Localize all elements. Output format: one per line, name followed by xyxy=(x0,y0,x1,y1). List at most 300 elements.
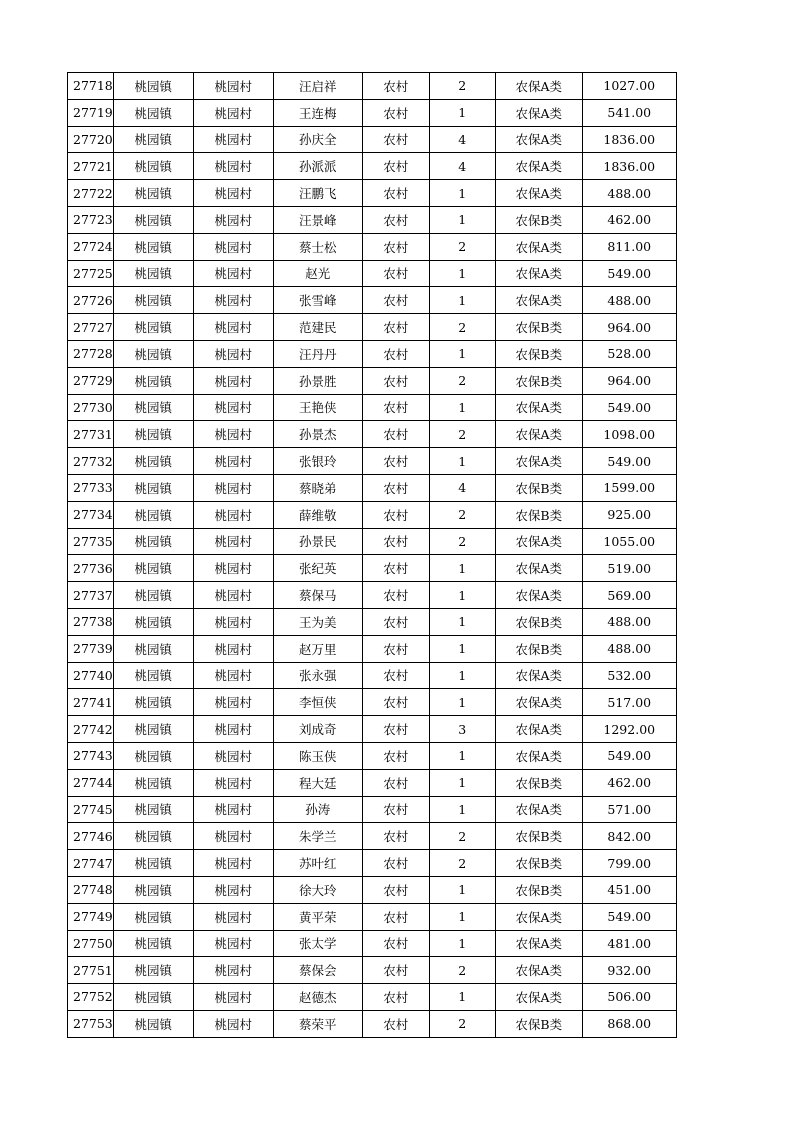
household-size-cell: 2 xyxy=(429,823,495,850)
record-id-cell: 27735 xyxy=(68,528,114,555)
insurance-class-cell: 农保A类 xyxy=(495,99,582,126)
record-id-cell: 27731 xyxy=(68,421,114,448)
household-size-cell: 1 xyxy=(429,742,495,769)
name-cell: 朱学兰 xyxy=(273,823,362,850)
village-cell: 桃园村 xyxy=(193,930,273,957)
town-cell: 桃园镇 xyxy=(113,662,193,689)
amount-cell: 519.00 xyxy=(582,555,676,582)
amount-cell: 842.00 xyxy=(582,823,676,850)
village-cell: 桃园村 xyxy=(193,260,273,287)
name-cell: 蔡晓弟 xyxy=(273,474,362,501)
household-size-cell: 2 xyxy=(429,528,495,555)
town-cell: 桃园镇 xyxy=(113,394,193,421)
village-cell: 桃园村 xyxy=(193,608,273,635)
insurance-class-cell: 农保A类 xyxy=(495,984,582,1011)
record-id-cell: 27718 xyxy=(68,73,114,100)
record-id-cell: 27726 xyxy=(68,287,114,314)
town-cell: 桃园镇 xyxy=(113,367,193,394)
household-size-cell: 1 xyxy=(429,796,495,823)
area-type-cell: 农村 xyxy=(362,153,429,180)
table-row xyxy=(68,823,677,850)
village-cell: 桃园村 xyxy=(193,287,273,314)
area-type-cell: 农村 xyxy=(362,501,429,528)
table-row xyxy=(68,340,677,367)
amount-cell: 481.00 xyxy=(582,930,676,957)
record-id-cell: 27723 xyxy=(68,206,114,233)
insurance-class-cell: 农保A类 xyxy=(495,180,582,207)
village-cell: 桃园村 xyxy=(193,769,273,796)
amount-cell: 1599.00 xyxy=(582,474,676,501)
table-row xyxy=(68,930,677,957)
name-cell: 汪鹏飞 xyxy=(273,180,362,207)
amount-cell: 549.00 xyxy=(582,903,676,930)
table-row xyxy=(68,73,677,100)
amount-cell: 528.00 xyxy=(582,340,676,367)
amount-cell: 549.00 xyxy=(582,260,676,287)
table-row xyxy=(68,689,677,716)
insurance-class-cell: 农保A类 xyxy=(495,260,582,287)
village-cell: 桃园村 xyxy=(193,796,273,823)
name-cell: 孙派派 xyxy=(273,153,362,180)
insurance-class-cell: 农保A类 xyxy=(495,421,582,448)
record-id-cell: 27738 xyxy=(68,608,114,635)
amount-cell: 1836.00 xyxy=(582,126,676,153)
record-id-cell: 27740 xyxy=(68,662,114,689)
area-type-cell: 农村 xyxy=(362,984,429,1011)
record-id-cell: 27722 xyxy=(68,180,114,207)
amount-cell: 506.00 xyxy=(582,984,676,1011)
name-cell: 蔡保马 xyxy=(273,582,362,609)
record-id-cell: 27720 xyxy=(68,126,114,153)
village-cell: 桃园村 xyxy=(193,662,273,689)
amount-cell: 964.00 xyxy=(582,314,676,341)
household-size-cell: 4 xyxy=(429,474,495,501)
area-type-cell: 农村 xyxy=(362,662,429,689)
record-id-cell: 27742 xyxy=(68,716,114,743)
town-cell: 桃园镇 xyxy=(113,153,193,180)
household-size-cell: 1 xyxy=(429,903,495,930)
insurance-class-cell: 农保A类 xyxy=(495,528,582,555)
name-cell: 王为美 xyxy=(273,608,362,635)
record-id-cell: 27734 xyxy=(68,501,114,528)
area-type-cell: 农村 xyxy=(362,314,429,341)
amount-cell: 1098.00 xyxy=(582,421,676,448)
record-id-cell: 27728 xyxy=(68,340,114,367)
town-cell: 桃园镇 xyxy=(113,716,193,743)
household-size-cell: 1 xyxy=(429,689,495,716)
village-cell: 桃园村 xyxy=(193,448,273,475)
household-size-cell: 1 xyxy=(429,582,495,609)
table-row xyxy=(68,742,677,769)
insurance-class-cell: 农保A类 xyxy=(495,73,582,100)
record-id-cell: 27719 xyxy=(68,99,114,126)
amount-cell: 488.00 xyxy=(582,608,676,635)
name-cell: 张太学 xyxy=(273,930,362,957)
area-type-cell: 农村 xyxy=(362,689,429,716)
household-size-cell: 1 xyxy=(429,608,495,635)
area-type-cell: 农村 xyxy=(362,99,429,126)
village-cell: 桃园村 xyxy=(193,367,273,394)
town-cell: 桃园镇 xyxy=(113,421,193,448)
village-cell: 桃园村 xyxy=(193,394,273,421)
village-cell: 桃园村 xyxy=(193,99,273,126)
amount-cell: 488.00 xyxy=(582,287,676,314)
insurance-class-cell: 农保A类 xyxy=(495,126,582,153)
area-type-cell: 农村 xyxy=(362,180,429,207)
table-row xyxy=(68,957,677,984)
household-size-cell: 3 xyxy=(429,716,495,743)
household-size-cell: 2 xyxy=(429,1010,495,1037)
town-cell: 桃园镇 xyxy=(113,796,193,823)
town-cell: 桃园镇 xyxy=(113,555,193,582)
table-body xyxy=(68,73,677,1038)
record-id-cell: 27729 xyxy=(68,367,114,394)
household-size-cell: 1 xyxy=(429,99,495,126)
town-cell: 桃园镇 xyxy=(113,582,193,609)
area-type-cell: 农村 xyxy=(362,474,429,501)
record-id-cell: 27743 xyxy=(68,742,114,769)
town-cell: 桃园镇 xyxy=(113,850,193,877)
record-id-cell: 27741 xyxy=(68,689,114,716)
household-size-cell: 2 xyxy=(429,233,495,260)
name-cell: 张永强 xyxy=(273,662,362,689)
village-cell: 桃园村 xyxy=(193,742,273,769)
table-row xyxy=(68,233,677,260)
town-cell: 桃园镇 xyxy=(113,930,193,957)
name-cell: 赵万里 xyxy=(273,635,362,662)
table-row xyxy=(68,850,677,877)
insurance-class-cell: 农保B类 xyxy=(495,1010,582,1037)
insurance-class-cell: 农保B类 xyxy=(495,314,582,341)
insurance-class-cell: 农保A类 xyxy=(495,287,582,314)
area-type-cell: 农村 xyxy=(362,796,429,823)
record-id-cell: 27752 xyxy=(68,984,114,1011)
village-cell: 桃园村 xyxy=(193,555,273,582)
area-type-cell: 农村 xyxy=(362,1010,429,1037)
household-size-cell: 1 xyxy=(429,287,495,314)
table-row xyxy=(68,287,677,314)
village-cell: 桃园村 xyxy=(193,474,273,501)
insurance-class-cell: 农保B类 xyxy=(495,823,582,850)
insurance-class-cell: 农保A类 xyxy=(495,903,582,930)
town-cell: 桃园镇 xyxy=(113,528,193,555)
amount-cell: 868.00 xyxy=(582,1010,676,1037)
insurance-class-cell: 农保A类 xyxy=(495,233,582,260)
insurance-class-cell: 农保B类 xyxy=(495,474,582,501)
village-cell: 桃园村 xyxy=(193,314,273,341)
village-cell: 桃园村 xyxy=(193,903,273,930)
table-row xyxy=(68,126,677,153)
name-cell: 王连梅 xyxy=(273,99,362,126)
household-size-cell: 1 xyxy=(429,555,495,582)
table-row xyxy=(68,716,677,743)
town-cell: 桃园镇 xyxy=(113,206,193,233)
name-cell: 陈玉侠 xyxy=(273,742,362,769)
household-size-cell: 1 xyxy=(429,876,495,903)
table-row xyxy=(68,153,677,180)
insurance-class-cell: 农保B类 xyxy=(495,635,582,662)
village-cell: 桃园村 xyxy=(193,73,273,100)
amount-cell: 1292.00 xyxy=(582,716,676,743)
name-cell: 孙景民 xyxy=(273,528,362,555)
area-type-cell: 农村 xyxy=(362,876,429,903)
record-id-cell: 27739 xyxy=(68,635,114,662)
name-cell: 张雪峰 xyxy=(273,287,362,314)
record-id-cell: 27721 xyxy=(68,153,114,180)
household-size-cell: 1 xyxy=(429,635,495,662)
name-cell: 范建民 xyxy=(273,314,362,341)
household-size-cell: 1 xyxy=(429,206,495,233)
area-type-cell: 农村 xyxy=(362,635,429,662)
record-id-cell: 27724 xyxy=(68,233,114,260)
table-row xyxy=(68,662,677,689)
record-id-cell: 27751 xyxy=(68,957,114,984)
insurance-class-cell: 农保A类 xyxy=(495,957,582,984)
table-row xyxy=(68,394,677,421)
village-cell: 桃园村 xyxy=(193,421,273,448)
village-cell: 桃园村 xyxy=(193,206,273,233)
amount-cell: 925.00 xyxy=(582,501,676,528)
town-cell: 桃园镇 xyxy=(113,448,193,475)
insurance-class-cell: 农保B类 xyxy=(495,876,582,903)
table-row xyxy=(68,421,677,448)
household-size-cell: 2 xyxy=(429,421,495,448)
amount-cell: 1836.00 xyxy=(582,153,676,180)
town-cell: 桃园镇 xyxy=(113,73,193,100)
name-cell: 李恒侠 xyxy=(273,689,362,716)
amount-cell: 517.00 xyxy=(582,689,676,716)
record-id-cell: 27744 xyxy=(68,769,114,796)
amount-cell: 571.00 xyxy=(582,796,676,823)
name-cell: 蔡保会 xyxy=(273,957,362,984)
village-cell: 桃园村 xyxy=(193,233,273,260)
household-size-cell: 2 xyxy=(429,367,495,394)
insurance-class-cell: 农保B类 xyxy=(495,206,582,233)
town-cell: 桃园镇 xyxy=(113,769,193,796)
name-cell: 赵德杰 xyxy=(273,984,362,1011)
amount-cell: 799.00 xyxy=(582,850,676,877)
area-type-cell: 农村 xyxy=(362,206,429,233)
amount-cell: 1027.00 xyxy=(582,73,676,100)
name-cell: 黄平荣 xyxy=(273,903,362,930)
area-type-cell: 农村 xyxy=(362,233,429,260)
data-table xyxy=(67,72,677,1038)
record-id-cell: 27737 xyxy=(68,582,114,609)
insurance-class-cell: 农保B类 xyxy=(495,367,582,394)
name-cell: 徐大玲 xyxy=(273,876,362,903)
amount-cell: 541.00 xyxy=(582,99,676,126)
area-type-cell: 农村 xyxy=(362,742,429,769)
household-size-cell: 1 xyxy=(429,260,495,287)
table-row xyxy=(68,608,677,635)
record-id-cell: 27736 xyxy=(68,555,114,582)
table-row xyxy=(68,555,677,582)
name-cell: 薛维敬 xyxy=(273,501,362,528)
household-size-cell: 1 xyxy=(429,662,495,689)
amount-cell: 462.00 xyxy=(582,769,676,796)
table-row xyxy=(68,796,677,823)
amount-cell: 549.00 xyxy=(582,742,676,769)
village-cell: 桃园村 xyxy=(193,180,273,207)
household-size-cell: 2 xyxy=(429,850,495,877)
record-id-cell: 27750 xyxy=(68,930,114,957)
household-size-cell: 4 xyxy=(429,153,495,180)
area-type-cell: 农村 xyxy=(362,73,429,100)
town-cell: 桃园镇 xyxy=(113,742,193,769)
town-cell: 桃园镇 xyxy=(113,635,193,662)
household-size-cell: 2 xyxy=(429,957,495,984)
area-type-cell: 农村 xyxy=(362,957,429,984)
town-cell: 桃园镇 xyxy=(113,501,193,528)
household-size-cell: 1 xyxy=(429,930,495,957)
town-cell: 桃园镇 xyxy=(113,180,193,207)
table-row xyxy=(68,206,677,233)
record-id-cell: 27725 xyxy=(68,260,114,287)
household-size-cell: 1 xyxy=(429,180,495,207)
town-cell: 桃园镇 xyxy=(113,876,193,903)
area-type-cell: 农村 xyxy=(362,850,429,877)
amount-cell: 451.00 xyxy=(582,876,676,903)
village-cell: 桃园村 xyxy=(193,635,273,662)
village-cell: 桃园村 xyxy=(193,582,273,609)
town-cell: 桃园镇 xyxy=(113,474,193,501)
amount-cell: 811.00 xyxy=(582,233,676,260)
household-size-cell: 1 xyxy=(429,769,495,796)
amount-cell: 532.00 xyxy=(582,662,676,689)
household-size-cell: 4 xyxy=(429,126,495,153)
village-cell: 桃园村 xyxy=(193,126,273,153)
name-cell: 蔡士松 xyxy=(273,233,362,260)
insurance-class-cell: 农保A类 xyxy=(495,394,582,421)
table-row xyxy=(68,984,677,1011)
area-type-cell: 农村 xyxy=(362,716,429,743)
village-cell: 桃园村 xyxy=(193,1010,273,1037)
table-row xyxy=(68,448,677,475)
record-id-cell: 27727 xyxy=(68,314,114,341)
household-size-cell: 1 xyxy=(429,394,495,421)
household-size-cell: 1 xyxy=(429,448,495,475)
name-cell: 孙景杰 xyxy=(273,421,362,448)
amount-cell: 549.00 xyxy=(582,448,676,475)
name-cell: 程大廷 xyxy=(273,769,362,796)
town-cell: 桃园镇 xyxy=(113,340,193,367)
town-cell: 桃园镇 xyxy=(113,608,193,635)
table-row xyxy=(68,180,677,207)
record-id-cell: 27746 xyxy=(68,823,114,850)
area-type-cell: 农村 xyxy=(362,367,429,394)
name-cell: 孙庆全 xyxy=(273,126,362,153)
insurance-class-cell: 农保A类 xyxy=(495,153,582,180)
town-cell: 桃园镇 xyxy=(113,260,193,287)
town-cell: 桃园镇 xyxy=(113,823,193,850)
amount-cell: 462.00 xyxy=(582,206,676,233)
insurance-class-cell: 农保B类 xyxy=(495,340,582,367)
village-cell: 桃园村 xyxy=(193,850,273,877)
area-type-cell: 农村 xyxy=(362,340,429,367)
household-size-cell: 1 xyxy=(429,984,495,1011)
amount-cell: 1055.00 xyxy=(582,528,676,555)
insurance-class-cell: 农保A类 xyxy=(495,582,582,609)
household-size-cell: 2 xyxy=(429,501,495,528)
village-cell: 桃园村 xyxy=(193,528,273,555)
name-cell: 汪景峰 xyxy=(273,206,362,233)
name-cell: 孙景胜 xyxy=(273,367,362,394)
insurance-class-cell: 农保A类 xyxy=(495,448,582,475)
insurance-class-cell: 农保A类 xyxy=(495,742,582,769)
amount-cell: 488.00 xyxy=(582,635,676,662)
name-cell: 赵光 xyxy=(273,260,362,287)
name-cell: 汪丹丹 xyxy=(273,340,362,367)
table-row xyxy=(68,474,677,501)
name-cell: 王艳侠 xyxy=(273,394,362,421)
area-type-cell: 农村 xyxy=(362,608,429,635)
table-row xyxy=(68,314,677,341)
insurance-class-cell: 农保A类 xyxy=(495,555,582,582)
insurance-class-cell: 农保A类 xyxy=(495,796,582,823)
household-size-cell: 1 xyxy=(429,340,495,367)
village-cell: 桃园村 xyxy=(193,153,273,180)
name-cell: 刘成奇 xyxy=(273,716,362,743)
town-cell: 桃园镇 xyxy=(113,287,193,314)
village-cell: 桃园村 xyxy=(193,984,273,1011)
area-type-cell: 农村 xyxy=(362,287,429,314)
insurance-class-cell: 农保B类 xyxy=(495,501,582,528)
village-cell: 桃园村 xyxy=(193,716,273,743)
town-cell: 桃园镇 xyxy=(113,903,193,930)
table-row xyxy=(68,1010,677,1037)
insurance-class-cell: 农保B类 xyxy=(495,850,582,877)
name-cell: 张银玲 xyxy=(273,448,362,475)
village-cell: 桃园村 xyxy=(193,689,273,716)
amount-cell: 488.00 xyxy=(582,180,676,207)
area-type-cell: 农村 xyxy=(362,448,429,475)
name-cell: 张纪英 xyxy=(273,555,362,582)
table-row xyxy=(68,528,677,555)
village-cell: 桃园村 xyxy=(193,340,273,367)
area-type-cell: 农村 xyxy=(362,555,429,582)
name-cell: 孙涛 xyxy=(273,796,362,823)
insurance-class-cell: 农保B类 xyxy=(495,769,582,796)
area-type-cell: 农村 xyxy=(362,260,429,287)
amount-cell: 932.00 xyxy=(582,957,676,984)
insurance-class-cell: 农保A类 xyxy=(495,662,582,689)
area-type-cell: 农村 xyxy=(362,769,429,796)
town-cell: 桃园镇 xyxy=(113,689,193,716)
area-type-cell: 农村 xyxy=(362,930,429,957)
area-type-cell: 农村 xyxy=(362,394,429,421)
household-size-cell: 2 xyxy=(429,73,495,100)
record-id-cell: 27748 xyxy=(68,876,114,903)
town-cell: 桃园镇 xyxy=(113,314,193,341)
area-type-cell: 农村 xyxy=(362,528,429,555)
insurance-class-cell: 农保A类 xyxy=(495,930,582,957)
name-cell: 汪启祥 xyxy=(273,73,362,100)
town-cell: 桃园镇 xyxy=(113,126,193,153)
town-cell: 桃园镇 xyxy=(113,957,193,984)
table-row xyxy=(68,367,677,394)
town-cell: 桃园镇 xyxy=(113,233,193,260)
table-row xyxy=(68,260,677,287)
table-row xyxy=(68,99,677,126)
amount-cell: 569.00 xyxy=(582,582,676,609)
village-cell: 桃园村 xyxy=(193,501,273,528)
record-id-cell: 27733 xyxy=(68,474,114,501)
town-cell: 桃园镇 xyxy=(113,984,193,1011)
record-id-cell: 27747 xyxy=(68,850,114,877)
table-row xyxy=(68,769,677,796)
insurance-class-cell: 农保A类 xyxy=(495,689,582,716)
record-id-cell: 27745 xyxy=(68,796,114,823)
